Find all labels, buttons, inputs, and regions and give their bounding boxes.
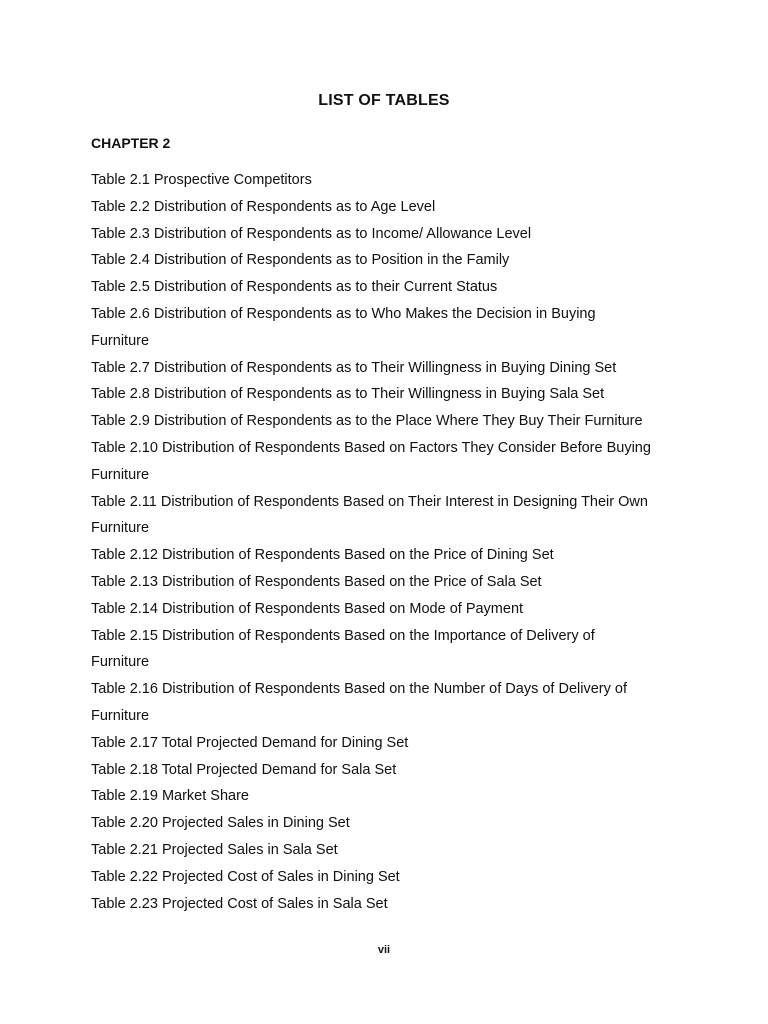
table-list-line: Table 2.4 Distribution of Respondents as to Position in the Family bbox=[91, 252, 510, 269]
table-list-line: Table 2.15 Distribution of Respondents Based on the Importance of Delivery of bbox=[91, 627, 595, 644]
table-list-line: Furniture bbox=[91, 332, 150, 349]
table-list-line: Furniture bbox=[91, 466, 150, 483]
table-list-line: Table 2.2 Distribution of Respondents as to Age Level bbox=[91, 198, 436, 215]
table-list-line: Table 2.3 Distribution of Respondents as to Income/ Allowance Level bbox=[91, 225, 532, 242]
table-list-line: Table 2.1 Prospective Competitors bbox=[91, 172, 312, 188]
table-list-line: Table 2.5 Distribution of Respondents as to their Current Status bbox=[91, 279, 498, 296]
table-list-line: Table 2.13 Distribution of Respondents Based on the Price of Sala Set bbox=[91, 573, 542, 590]
table-list-line: Table 2.8 Distribution of Respondents as to Their Willingness in Buying Sala Set bbox=[91, 386, 605, 403]
table-list-line: Table 2.11 Distribution of Respondents Based on Their Interest in Designing Their Own bbox=[91, 493, 648, 510]
table-list-line: Table 2.23 Projected Cost of Sales in Sala Set bbox=[91, 895, 388, 912]
table-list-line: Table 2.19 Market Share bbox=[91, 788, 249, 805]
page-title: LIST OF TABLES bbox=[318, 92, 450, 109]
table-list-line: Furniture bbox=[91, 707, 150, 724]
table-list-line: Table 2.22 Projected Cost of Sales in Dining Set bbox=[91, 868, 400, 885]
table-list-line: Table 2.6 Distribution of Respondents as to Who Makes the Decision in Buying bbox=[91, 305, 596, 322]
table-list-line: Table 2.7 Distribution of Respondents as to Their Willingness in Buying Dining Set bbox=[91, 359, 617, 376]
chapter-heading: CHAPTER 2 bbox=[91, 135, 171, 151]
table-list-line: Table 2.9 Distribution of Respondents as to the Place Where They Buy Their Furniture bbox=[91, 413, 643, 430]
table-list-line: Table 2.21 Projected Sales in Sala Set bbox=[91, 841, 338, 858]
table-list-line: Table 2.20 Projected Sales in Dining Set bbox=[91, 815, 350, 832]
table-list-line: Furniture bbox=[91, 520, 150, 537]
table-list-line: Table 2.16 Distribution of Respondents Based on the Number of Days of Delivery of bbox=[91, 681, 627, 698]
table-list-line: Table 2.10 Distribution of Respondents Based on Factors They Consider Before Buying bbox=[91, 439, 651, 456]
table-list-line: Table 2.18 Total Projected Demand for Sala Set bbox=[91, 761, 397, 778]
table-list-line: Table 2.17 Total Projected Demand for Dining Set bbox=[91, 734, 409, 751]
page-number: vii bbox=[377, 944, 391, 956]
table-list bbox=[91, 167, 691, 917]
table-list-line: Furniture bbox=[91, 654, 150, 671]
table-list-line: Table 2.14 Distribution of Respondents Based on Mode of Payment bbox=[91, 600, 524, 617]
table-list-line: Table 2.12 Distribution of Respondents Based on the Price of Dining Set bbox=[91, 547, 554, 564]
